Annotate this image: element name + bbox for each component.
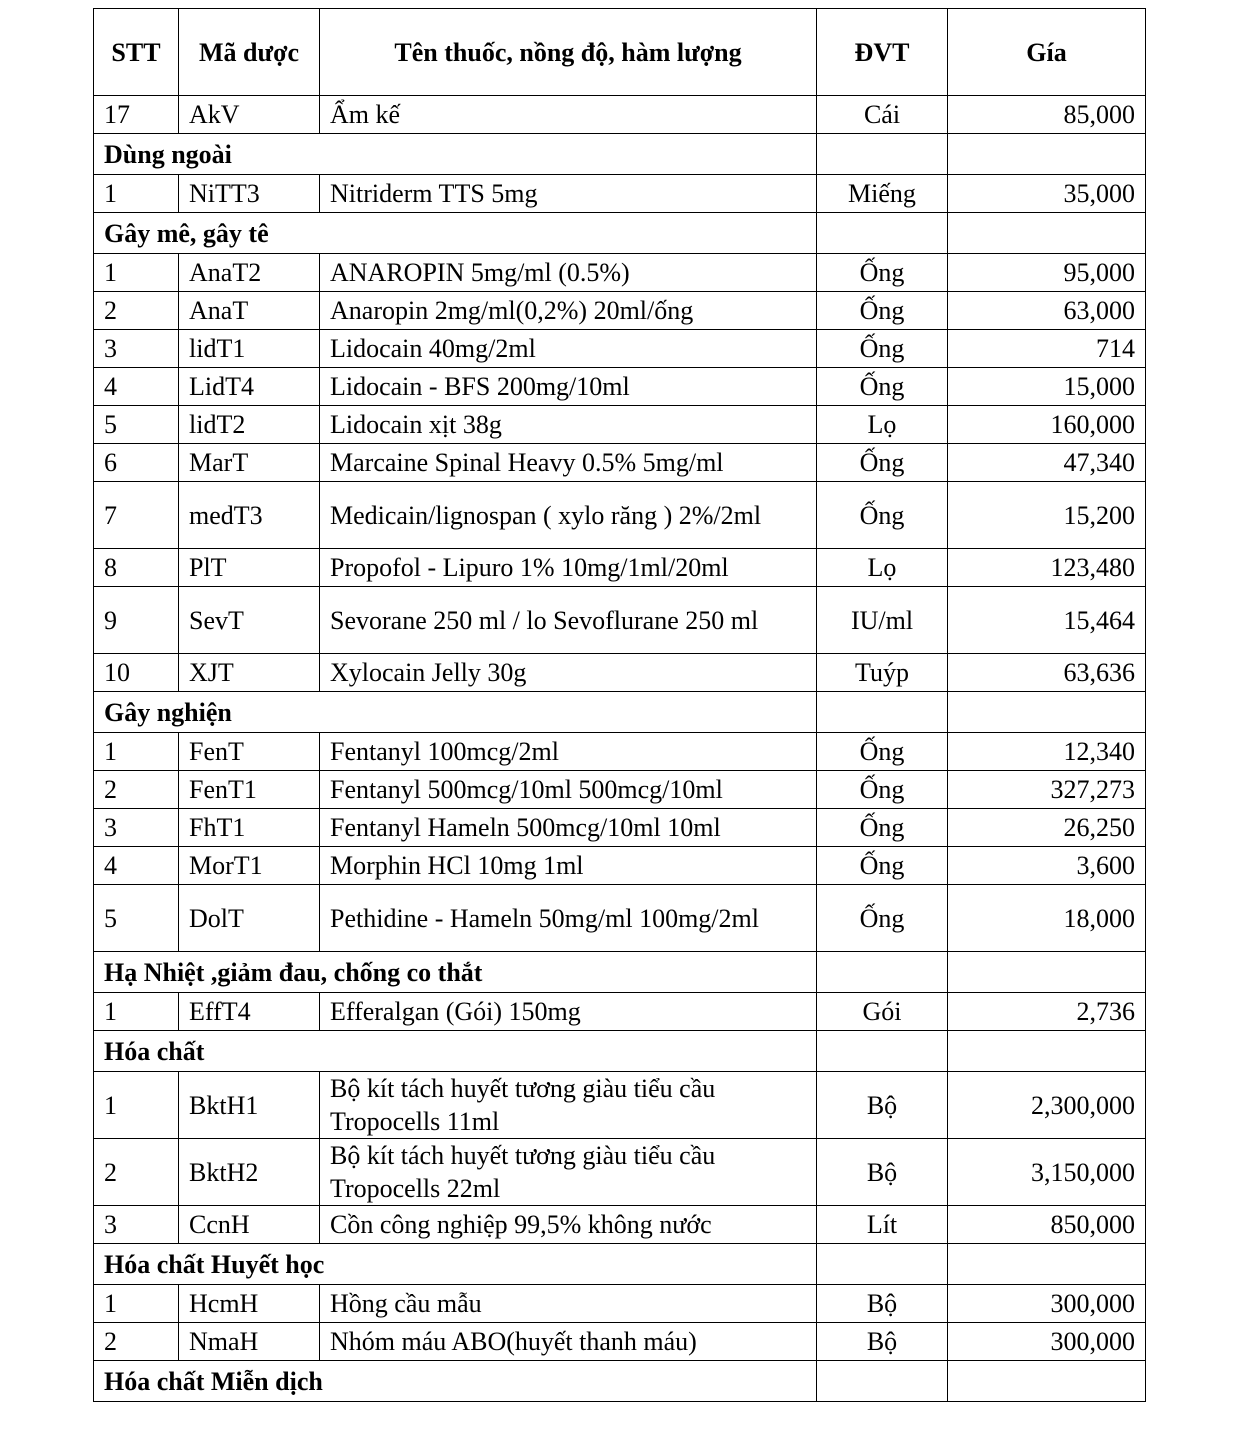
- cell-stt: 2: [94, 1323, 179, 1361]
- table-row: [94, 1139, 1146, 1206]
- cell-price: 300,000: [948, 1285, 1146, 1323]
- cell-code: lidT2: [179, 406, 320, 444]
- cell-name: Propofol - Lipuro 1% 10mg/1ml/20ml: [320, 549, 817, 587]
- table-row: [94, 733, 1146, 771]
- cell-stt: 4: [94, 368, 179, 406]
- table-row: [94, 809, 1146, 847]
- cell-stt: 5: [94, 885, 179, 952]
- cell-stt: 10: [94, 654, 179, 692]
- cell-price: 327,273: [948, 771, 1146, 809]
- group-header-row: [94, 1361, 1146, 1402]
- cell-stt: 17: [94, 96, 179, 134]
- group-header-row: [94, 134, 1146, 175]
- cell-unit: Gói: [817, 993, 948, 1031]
- cell-price: 15,000: [948, 368, 1146, 406]
- cell-name: Ẩm kế: [320, 96, 817, 134]
- cell-unit: Ống: [817, 482, 948, 549]
- cell-code: AnaT: [179, 292, 320, 330]
- cell-code: SevT: [179, 587, 320, 654]
- group-empty-unit: [817, 1031, 948, 1072]
- cell-unit: Ống: [817, 330, 948, 368]
- cell-name: Cồn công nghiệp 99,5% không nước: [320, 1206, 817, 1244]
- cell-stt: 1: [94, 254, 179, 292]
- cell-price: 300,000: [948, 1323, 1146, 1361]
- cell-unit: Miếng: [817, 175, 948, 213]
- cell-name: Medicain/lignospan ( xylo răng ) 2%/2ml: [320, 482, 817, 549]
- table-row: [94, 330, 1146, 368]
- table-row: [94, 482, 1146, 549]
- group-header-row: [94, 213, 1146, 254]
- cell-stt: 8: [94, 549, 179, 587]
- cell-code: LidT4: [179, 368, 320, 406]
- cell-code: MorT1: [179, 847, 320, 885]
- header-stt: STT: [94, 9, 179, 96]
- cell-name: Fentanyl 100mcg/2ml: [320, 733, 817, 771]
- table-row: [94, 1323, 1146, 1361]
- cell-name: Lidocain - BFS 200mg/10ml: [320, 368, 817, 406]
- cell-price: 18,000: [948, 885, 1146, 952]
- cell-unit: Bộ: [817, 1139, 948, 1206]
- cell-unit: Lít: [817, 1206, 948, 1244]
- cell-code: lidT1: [179, 330, 320, 368]
- cell-unit: Ống: [817, 254, 948, 292]
- table-row: [94, 847, 1146, 885]
- group-header-row: [94, 1031, 1146, 1072]
- cell-name: Marcaine Spinal Heavy 0.5% 5mg/ml: [320, 444, 817, 482]
- group-title: Gây mê, gây tê: [94, 213, 817, 254]
- cell-code: MarT: [179, 444, 320, 482]
- group-title: Hạ Nhiệt ,giảm đau, chống co thắt: [94, 952, 817, 993]
- group-title: Hóa chất Huyết học: [94, 1244, 817, 1285]
- cell-unit: Bộ: [817, 1072, 948, 1139]
- group-empty-unit: [817, 1244, 948, 1285]
- table-body: [94, 96, 1146, 1402]
- cell-code: BktH1: [179, 1072, 320, 1139]
- group-title: Hóa chất: [94, 1031, 817, 1072]
- group-empty-unit: [817, 952, 948, 993]
- header-unit: ĐVT: [817, 9, 948, 96]
- cell-code: XJT: [179, 654, 320, 692]
- group-empty-price: [948, 952, 1146, 993]
- table-row: [94, 254, 1146, 292]
- cell-price: 12,340: [948, 733, 1146, 771]
- cell-unit: Ống: [817, 771, 948, 809]
- cell-code: BktH2: [179, 1139, 320, 1206]
- cell-stt: 1: [94, 175, 179, 213]
- cell-unit: Ống: [817, 368, 948, 406]
- cell-code: HcmH: [179, 1285, 320, 1323]
- cell-code: FenT: [179, 733, 320, 771]
- group-empty-price: [948, 1361, 1146, 1402]
- cell-unit: Ống: [817, 847, 948, 885]
- table-row: [94, 993, 1146, 1031]
- cell-code: NiTT3: [179, 175, 320, 213]
- cell-code: FhT1: [179, 809, 320, 847]
- cell-code: medT3: [179, 482, 320, 549]
- cell-price: 26,250: [948, 809, 1146, 847]
- cell-price: 2,300,000: [948, 1072, 1146, 1139]
- table-row: [94, 368, 1146, 406]
- cell-unit: Lọ: [817, 406, 948, 444]
- table-row: [94, 444, 1146, 482]
- table-row: [94, 292, 1146, 330]
- header-name: Tên thuốc, nồng độ, hàm lượng: [320, 9, 817, 96]
- cell-unit: Ống: [817, 444, 948, 482]
- group-header-row: [94, 1244, 1146, 1285]
- cell-name: Anaropin 2mg/ml(0,2%) 20ml/ống: [320, 292, 817, 330]
- cell-unit: Bộ: [817, 1285, 948, 1323]
- cell-stt: 2: [94, 771, 179, 809]
- cell-name: Lidocain xịt 38g: [320, 406, 817, 444]
- cell-price: 15,464: [948, 587, 1146, 654]
- cell-price: 63,636: [948, 654, 1146, 692]
- group-empty-price: [948, 1244, 1146, 1285]
- cell-unit: Ống: [817, 733, 948, 771]
- cell-name: ANAROPIN 5mg/ml (0.5%): [320, 254, 817, 292]
- table-header-row: [94, 9, 1146, 96]
- group-title: Gây nghiện: [94, 692, 817, 733]
- cell-stt: 1: [94, 1072, 179, 1139]
- table-row: [94, 654, 1146, 692]
- header-code: Mã dược: [179, 9, 320, 96]
- cell-price: 3,600: [948, 847, 1146, 885]
- group-empty-unit: [817, 213, 948, 254]
- cell-unit: Lọ: [817, 549, 948, 587]
- cell-unit: Tuýp: [817, 654, 948, 692]
- cell-price: 2,736: [948, 993, 1146, 1031]
- cell-code: EffT4: [179, 993, 320, 1031]
- cell-name: Morphin HCl 10mg 1ml: [320, 847, 817, 885]
- cell-price: 95,000: [948, 254, 1146, 292]
- cell-price: 123,480: [948, 549, 1146, 587]
- cell-name: Xylocain Jelly 30g: [320, 654, 817, 692]
- cell-stt: 2: [94, 292, 179, 330]
- cell-code: FenT1: [179, 771, 320, 809]
- cell-unit: IU/ml: [817, 587, 948, 654]
- table-row: [94, 406, 1146, 444]
- group-header-row: [94, 952, 1146, 993]
- cell-stt: 5: [94, 406, 179, 444]
- group-header-row: [94, 692, 1146, 733]
- cell-unit: Ống: [817, 292, 948, 330]
- cell-code: PlT: [179, 549, 320, 587]
- group-empty-price: [948, 692, 1146, 733]
- cell-stt: 1: [94, 993, 179, 1031]
- cell-stt: 6: [94, 444, 179, 482]
- table-row: [94, 96, 1146, 134]
- cell-code: CcnH: [179, 1206, 320, 1244]
- group-empty-unit: [817, 1361, 948, 1402]
- cell-name: Efferalgan (Gói) 150mg: [320, 993, 817, 1031]
- cell-code: NmaH: [179, 1323, 320, 1361]
- cell-name: Bộ kít tách huyết tương giàu tiểu cầu Tropocells 11ml: [320, 1072, 817, 1139]
- cell-name: Nhóm máu ABO(huyết thanh máu): [320, 1323, 817, 1361]
- cell-name: Pethidine - Hameln 50mg/ml 100mg/2ml: [320, 885, 817, 952]
- cell-code: DolT: [179, 885, 320, 952]
- table-row: [94, 587, 1146, 654]
- cell-code: AkV: [179, 96, 320, 134]
- cell-stt: 9: [94, 587, 179, 654]
- table-row: [94, 771, 1146, 809]
- group-title: Dùng ngoài: [94, 134, 817, 175]
- cell-stt: 1: [94, 1285, 179, 1323]
- cell-name: Lidocain 40mg/2ml: [320, 330, 817, 368]
- cell-code: AnaT2: [179, 254, 320, 292]
- group-empty-price: [948, 213, 1146, 254]
- cell-name: Fentanyl 500mcg/10ml 500mcg/10ml: [320, 771, 817, 809]
- cell-name: Sevorane 250 ml / lo Sevoflurane 250 ml: [320, 587, 817, 654]
- cell-price: 35,000: [948, 175, 1146, 213]
- cell-price: 3,150,000: [948, 1139, 1146, 1206]
- cell-price: 714: [948, 330, 1146, 368]
- cell-name: Bộ kít tách huyết tương giàu tiểu cầu Tropocells 22ml: [320, 1139, 817, 1206]
- cell-stt: 3: [94, 1206, 179, 1244]
- group-empty-price: [948, 134, 1146, 175]
- table-row: [94, 1206, 1146, 1244]
- cell-unit: Bộ: [817, 1323, 948, 1361]
- group-empty-unit: [817, 134, 948, 175]
- header-price: Gía: [948, 9, 1146, 96]
- table-row: [94, 1285, 1146, 1323]
- cell-price: 15,200: [948, 482, 1146, 549]
- table-row: [94, 175, 1146, 213]
- cell-stt: 2: [94, 1139, 179, 1206]
- cell-stt: 7: [94, 482, 179, 549]
- cell-name: Nitriderm TTS 5mg: [320, 175, 817, 213]
- table-row: [94, 885, 1146, 952]
- cell-price: 850,000: [948, 1206, 1146, 1244]
- drug-price-table: [93, 8, 1146, 1402]
- cell-unit: Ống: [817, 809, 948, 847]
- cell-stt: 1: [94, 733, 179, 771]
- cell-name: Hồng cầu mẫu: [320, 1285, 817, 1323]
- table-row: [94, 549, 1146, 587]
- group-empty-price: [948, 1031, 1146, 1072]
- cell-stt: 3: [94, 809, 179, 847]
- cell-price: 160,000: [948, 406, 1146, 444]
- cell-stt: 3: [94, 330, 179, 368]
- table-row: [94, 1072, 1146, 1139]
- cell-price: 47,340: [948, 444, 1146, 482]
- cell-name: Fentanyl Hameln 500mcg/10ml 10ml: [320, 809, 817, 847]
- group-empty-unit: [817, 692, 948, 733]
- cell-price: 85,000: [948, 96, 1146, 134]
- cell-price: 63,000: [948, 292, 1146, 330]
- cell-stt: 4: [94, 847, 179, 885]
- cell-unit: Cái: [817, 96, 948, 134]
- cell-unit: Ống: [817, 885, 948, 952]
- group-title: Hóa chất Miễn dịch: [94, 1361, 817, 1402]
